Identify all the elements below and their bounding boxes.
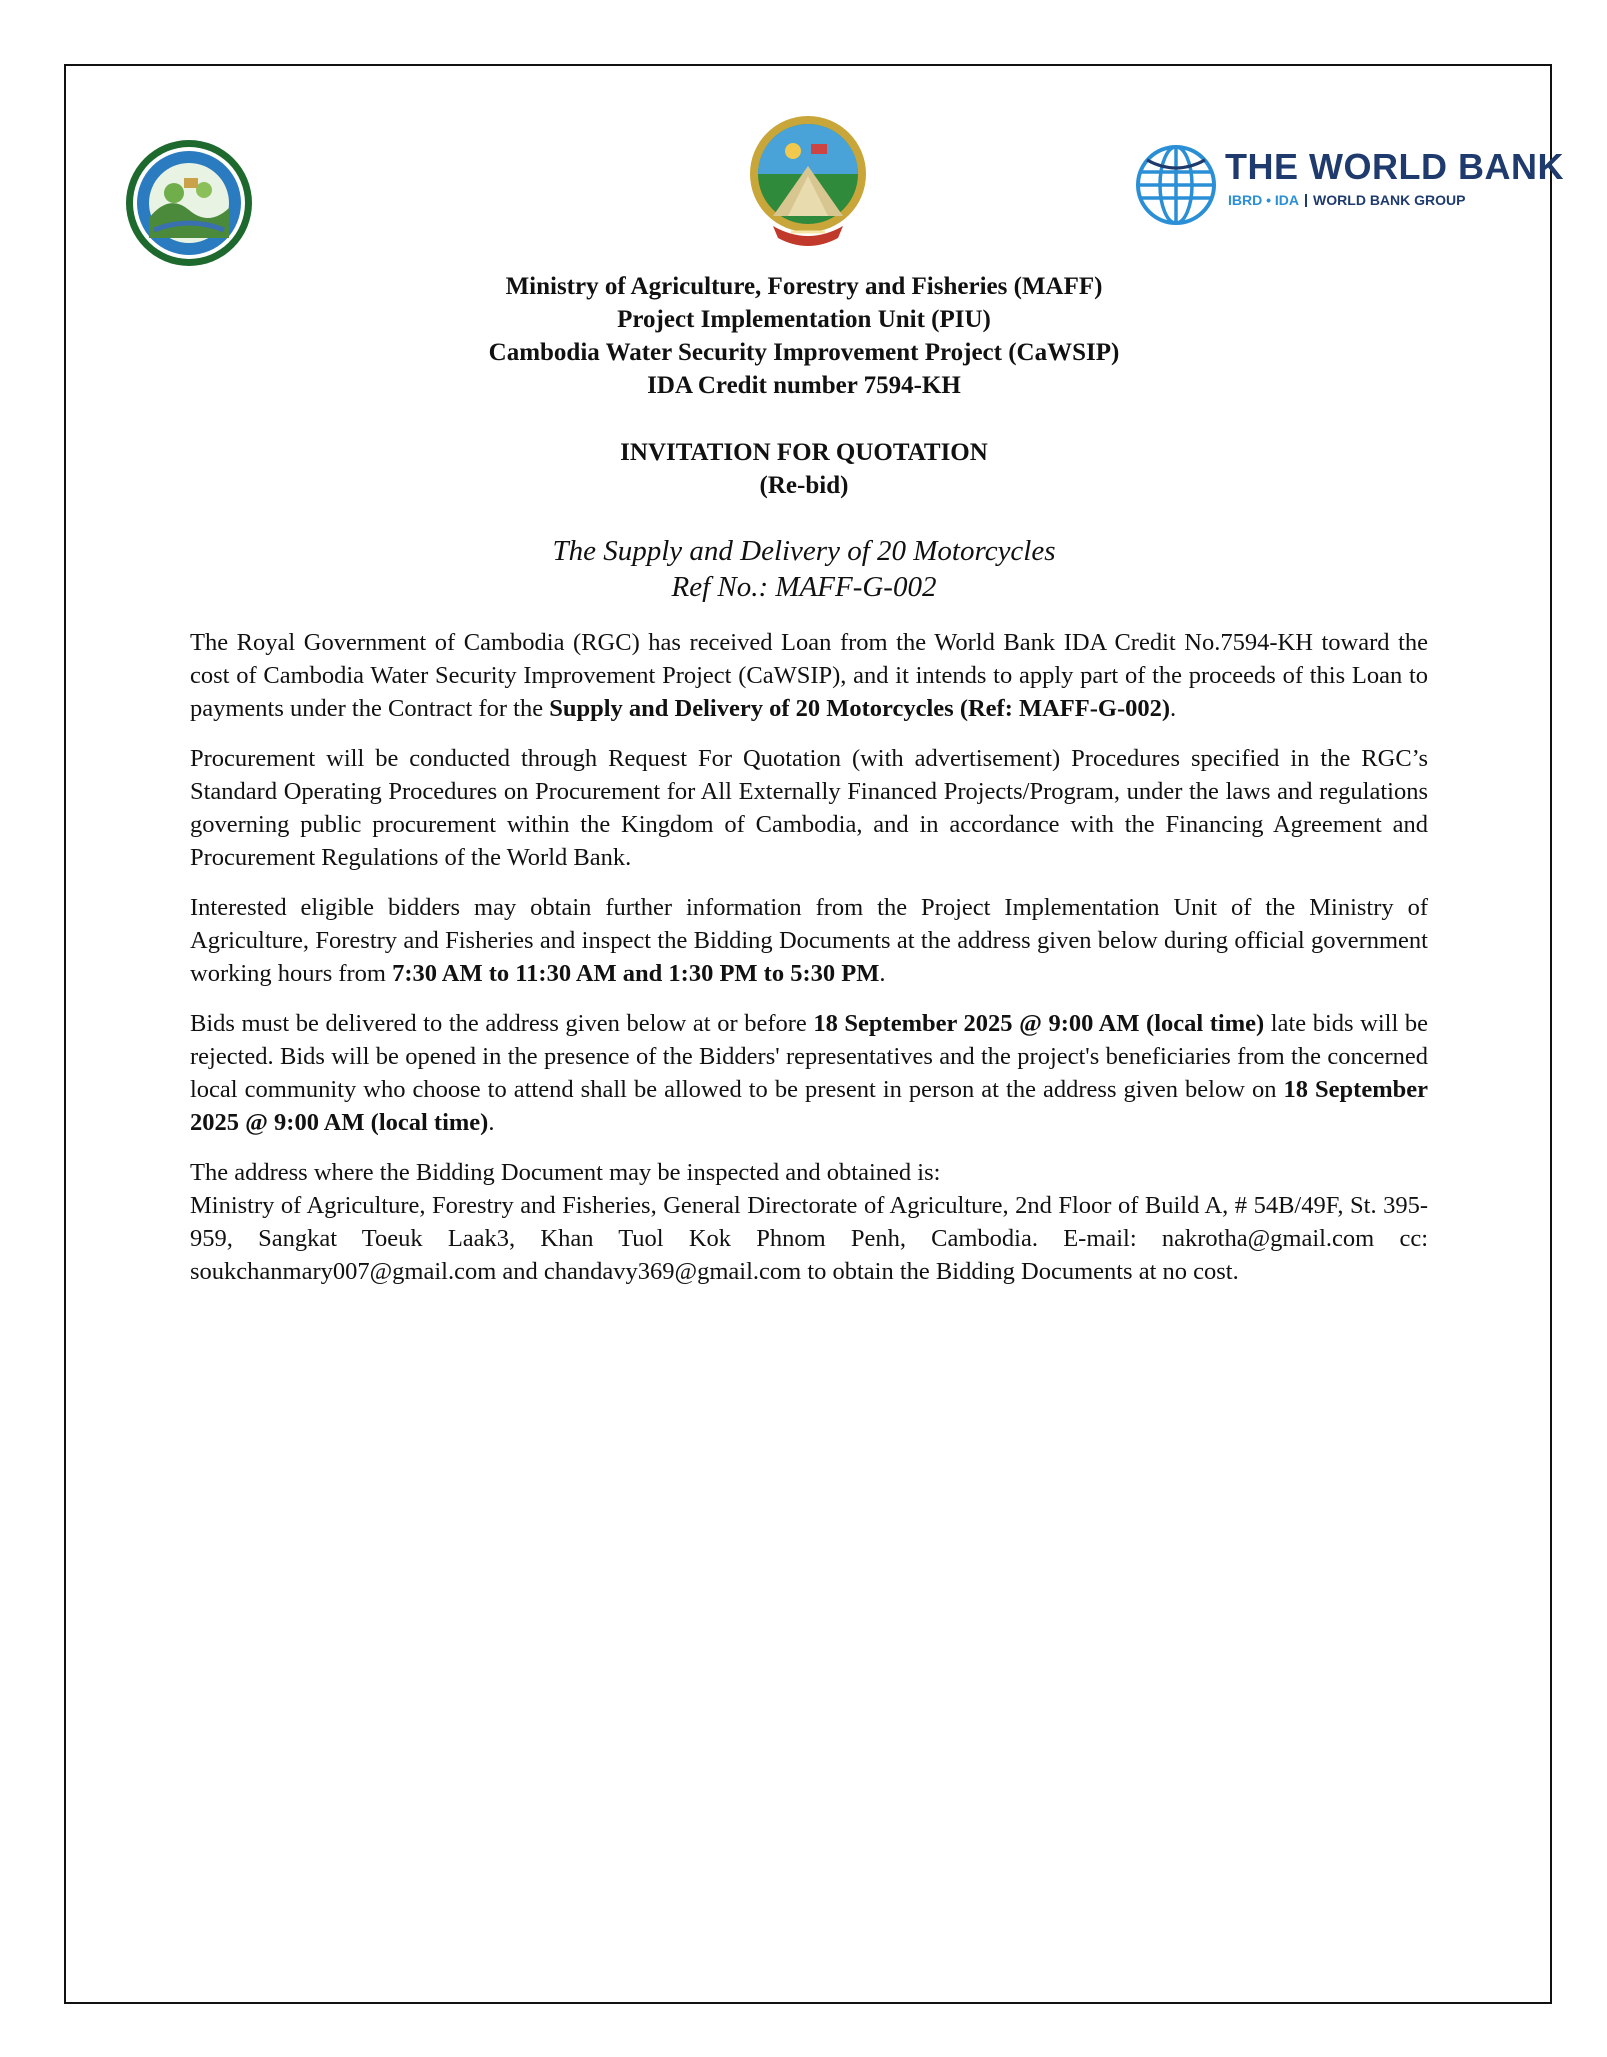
paragraph-information: Interested eligible bidders may obtain further information from the Project Implementation Unit of the Ministry of Agriculture, Forestry and Fisheries and inspect the Bidding Documents at the address given below during official government working hours from 7:30 AM to 11:30 AM and 1:30 PM to 5:30 PM. bbox=[190, 894, 1428, 987]
maff-emblem bbox=[733, 106, 883, 256]
invitation-subtitle: (Re-bid) bbox=[759, 472, 849, 499]
address-heading: The address where the Bidding Document may be inspected and obtained is: bbox=[190, 1159, 941, 1186]
subject-ref: Ref No.: MAFF-G-002 bbox=[671, 571, 937, 603]
document-body bbox=[190, 626, 1428, 1305]
header-credit: IDA Credit number 7594-KH bbox=[647, 372, 961, 399]
subject-title: The Supply and Delivery of 20 Motorcycles bbox=[552, 535, 1056, 567]
world-bank-title: THE WORLD BANK bbox=[1225, 146, 1564, 187]
invitation-title: INVITATION FOR QUOTATION bbox=[620, 439, 988, 466]
globe-icon bbox=[1133, 142, 1219, 228]
header-ministry: Ministry of Agriculture, Forestry and Fisheries (MAFF) bbox=[505, 273, 1103, 300]
paragraph-address bbox=[190, 1156, 1428, 1288]
paragraph-procurement: Procurement will be conducted through Request For Quotation (with advertisement) Procedures specified in the RGC’s Standard Operating Procedures on Procurement for All Externally Financed Projects/Program, under the laws and regulations governing public procurement within the Kingdom of Cambodia, and in accordance with the Financing Agreement and Procurement Regulations of the World Bank. bbox=[190, 745, 1428, 871]
cawsip-logo bbox=[124, 138, 254, 268]
world-bank-subtitle: IBRD • IDA WORLD BANK GROUP bbox=[1228, 192, 1466, 208]
header-project: Cambodia Water Security Improvement Project (CaWSIP) bbox=[488, 339, 1120, 366]
invitation-heading bbox=[190, 436, 1418, 502]
address-body: Ministry of Agriculture, Forestry and Fisheries, General Directorate of Agriculture, 2nd Floor of Build A, # 54B/49F, St. 395-959, Sangkat Toeuk Laak3, Khan Tuol Kok Phnom Penh, Cambodia. E-mail: nakrotha@gmail.com cc: soukchanmary007@gmail.com and chandavy369@gmail.com to obtain the Bidding Documents at no cost. bbox=[190, 1192, 1428, 1285]
document-header bbox=[190, 270, 1418, 402]
paragraph-deadline: Bids must be delivered to the address given below at or before 18 September 2025 @ 9:00 AM (local time) late bids will be rejected. Bids will be opened in the presence of the Bidders' representatives and the project's beneficiaries from the concerned local community who choose to attend shall be allowed to be present in person at the address given below on 18 September 2025 @ 9:00 AM (local time). bbox=[190, 1010, 1428, 1136]
header-piu: Project Implementation Unit (PIU) bbox=[617, 306, 991, 333]
paragraph-funding: The Royal Government of Cambodia (RGC) has received Loan from the World Bank IDA Credit No.7594-KH toward the cost of Cambodia Water Security Improvement Project (CaWSIP), and it intends to apply part of the proceeds of this Loan to payments under the Contract for the Supply and Delivery of 20 Motorcycles (Ref: MAFF-G-002). bbox=[190, 629, 1428, 722]
world-bank-logo bbox=[1133, 140, 1564, 230]
subject-heading bbox=[190, 533, 1418, 605]
